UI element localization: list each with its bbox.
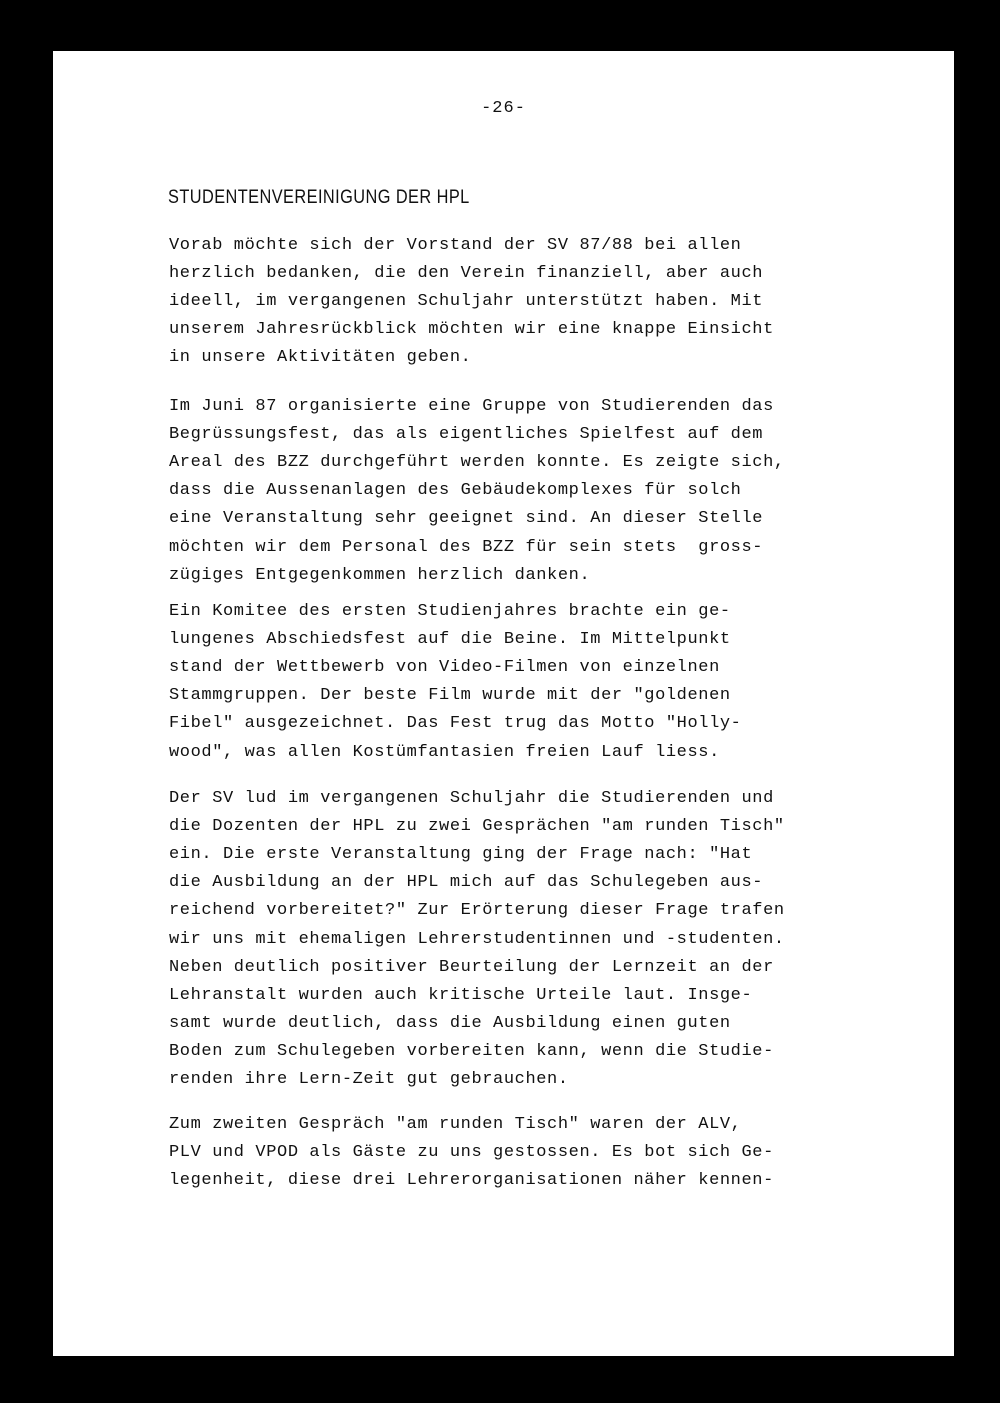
text-line: stand der Wettbewerb von Video-Filmen von einzelnen	[169, 658, 720, 678]
text-line: PLV und VPOD als Gäste zu uns gestossen. Es bot sich Ge-	[169, 1143, 774, 1163]
text-line: renden ihre Lern-Zeit gut gebrauchen.	[169, 1070, 569, 1089]
section-heading: STUDENTENVEREINIGUNG DER HPL	[168, 187, 470, 208]
text-line: ideell, im vergangenen Schuljahr unterstützt haben. Mit	[169, 292, 764, 312]
text-line: Im Juni 87 organisierte eine Gruppe von Studierenden das	[169, 397, 774, 416]
text-line: unserem Jahresrückblick möchten wir eine knappe Einsicht	[169, 320, 774, 340]
text-line: Boden zum Schulegeben vorbereiten kann, wenn die Studie-	[169, 1041, 774, 1061]
page-number: -26-	[481, 99, 526, 118]
text-line: Vorab möchte sich der Vorstand der SV 87/88 bei allen	[169, 236, 742, 255]
text-line: Neben deutlich positiver Beurteilung der Lernzeit an der	[169, 957, 774, 977]
text-line: herzlich bedanken, die den Verein finanziell, aber auch	[169, 264, 764, 284]
text-line: wood", was allen Kostümfantasien freien Lauf liess.	[169, 742, 720, 762]
document-page	[53, 51, 954, 1356]
text-line: Areal des BZZ durchgeführt werden konnte. Es zeigte sich,	[169, 453, 785, 473]
text-line: Lehranstalt wurden auch kritische Urteile laut. Insge-	[169, 985, 753, 1005]
text-line: Zum zweiten Gespräch "am runden Tisch" waren der ALV,	[169, 1115, 742, 1134]
text-line: Stammgruppen. Der beste Film wurde mit der "goldenen	[169, 686, 731, 706]
text-line: zügiges Entgegenkommen herzlich danken.	[169, 565, 591, 585]
text-line: lungenes Abschiedsfest auf die Beine. Im Mittelpunkt	[169, 630, 731, 650]
text-line: legenheit, diese drei Lehrerorganisationen näher kennen-	[169, 1171, 774, 1191]
text-line: die Ausbildung an der HPL mich auf das Schulegeben aus-	[169, 873, 764, 893]
text-line: samt wurde deutlich, dass die Ausbildung einen guten	[169, 1013, 731, 1033]
text-line: in unsere Aktivitäten geben.	[169, 348, 472, 368]
text-line: die Dozenten der HPL zu zwei Gesprächen "am runden Tisch"	[169, 817, 785, 837]
text-line: dass die Aussenanlagen des Gebäudekomplexes für solch	[169, 481, 742, 501]
text-line: Begrüssungsfest, das als eigentliches Spielfest auf dem	[169, 425, 764, 445]
text-line: Ein Komitee des ersten Studienjahres brachte ein ge-	[169, 602, 731, 621]
text-line: möchten wir dem Personal des BZZ für sein stets gross-	[169, 537, 764, 557]
text-line: eine Veranstaltung sehr geeignet sind. An dieser Stelle	[169, 509, 764, 529]
text-line: reichend vorbereitet?" Zur Erörterung dieser Frage trafen	[169, 901, 785, 921]
text-line: wir uns mit ehemaligen Lehrerstudentinnen und -studenten.	[169, 929, 785, 949]
text-line: Fibel" ausgezeichnet. Das Fest trug das Motto "Holly-	[169, 714, 742, 734]
text-line: Der SV lud im vergangenen Schuljahr die Studierenden und	[169, 789, 774, 808]
text-line: ein. Die erste Veranstaltung ging der Frage nach: "Hat	[169, 845, 753, 865]
